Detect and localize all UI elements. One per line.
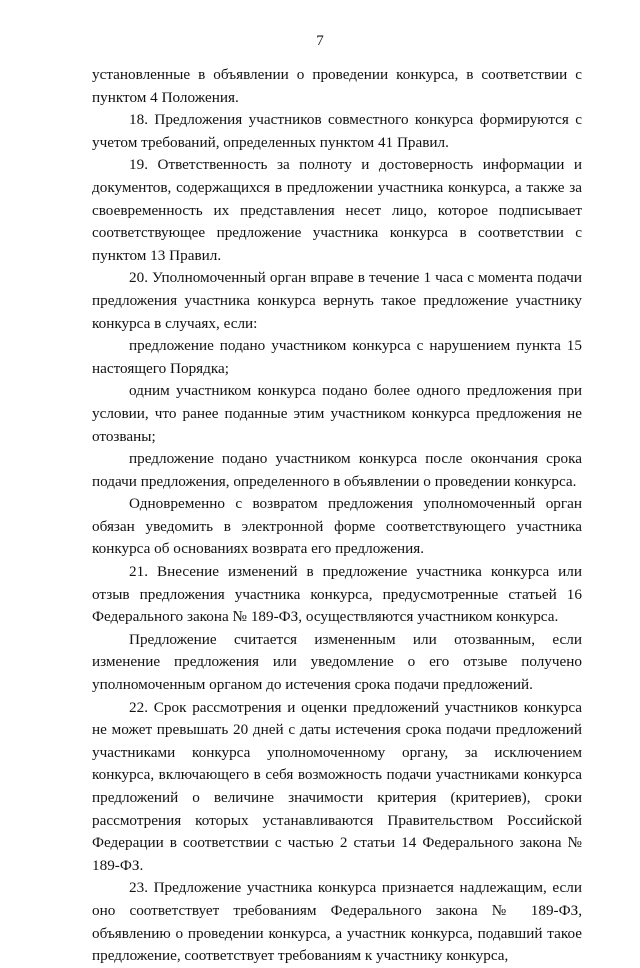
paragraph-item-18: 18. Предложения участников совместного конкурса формируются с учетом требований, определенных пунктом 41 Правил. [92,111,582,151]
paragraph-item-20-case-1: предложение подано участником конкурса с нарушением пункта 15 настоящего Порядка; [92,337,582,377]
paragraph-item-22: 22. Срок рассмотрения и оценки предложений участников конкурса не может превышать 20 дней с даты истечения срока подачи предложений участниками конкурса уполномоченному органу, за исключением конкурса, включающего в себя возможность подачи участниками конкурса предложений о величине значимости критерия (критериев), сроки рассмотрения которых устанавливаются Правительством Российской Федерации в соответствии с частью 2 статьи 14 Федерального закона № 189-ФЗ. [92,698,582,874]
paragraph-item-20: 20. Уполномоченный орган вправе в течение 1 часа с момента подачи предложения участника конкурса вернуть такое предложение участнику конкурса в случаях, если: [92,269,582,332]
paragraph-item-20-case-2: одним участником конкурса подано более одного предложения при условии, что ранее поданные этим участником конкурса предложения не отозваны; [92,382,582,445]
paragraph-item-20-notice: Одновременно с возвратом предложения уполномоченный орган обязан уведомить в электронной форме соответствующего участника конкурса об основаниях возврата его предложения. [92,495,582,558]
page-number: 7 [316,33,324,49]
paragraph-continuation: установленные в объявлении о проведении конкурса, в соответствии с пунктом 4 Положения. [92,66,582,106]
paragraph-item-21-detail: Предложение считается измененным или отозванным, если изменение предложения или уведомление о его отзыве получено уполномоченным органом до истечения срока подачи предложений. [92,630,582,694]
paragraph-item-20-case-3: предложение подано участником конкурса после окончания срока подачи предложения, определенного в объявлении о проведении конкурса. [92,450,582,490]
paragraph-item-23: 23. Предложение участника конкурса признается надлежащим, если оно соответствует требованиям Федерального закона № 189-ФЗ, объявлению о проведении конкурса, а участник конкурса, подавший такое предложение, соответствует требованиям к участнику конкурса, [92,879,582,965]
paragraph-item-21: 21. Внесение изменений в предложение участника конкурса или отзыв предложения участника конкурса, предусмотренные статьей 16 Федерального закона № 189-ФЗ, осуществляются участником конкурса. [92,563,582,626]
document-body [92,64,582,968]
paragraph-item-19: 19. Ответственность за полноту и достоверность информации и документов, содержащихся в предложении участника конкурса, а также за своевременность их представления несет лицо, которое подписывает соответствующее предложение участника конкурса в соответствии с пунктом 13 Правил. [92,156,582,264]
